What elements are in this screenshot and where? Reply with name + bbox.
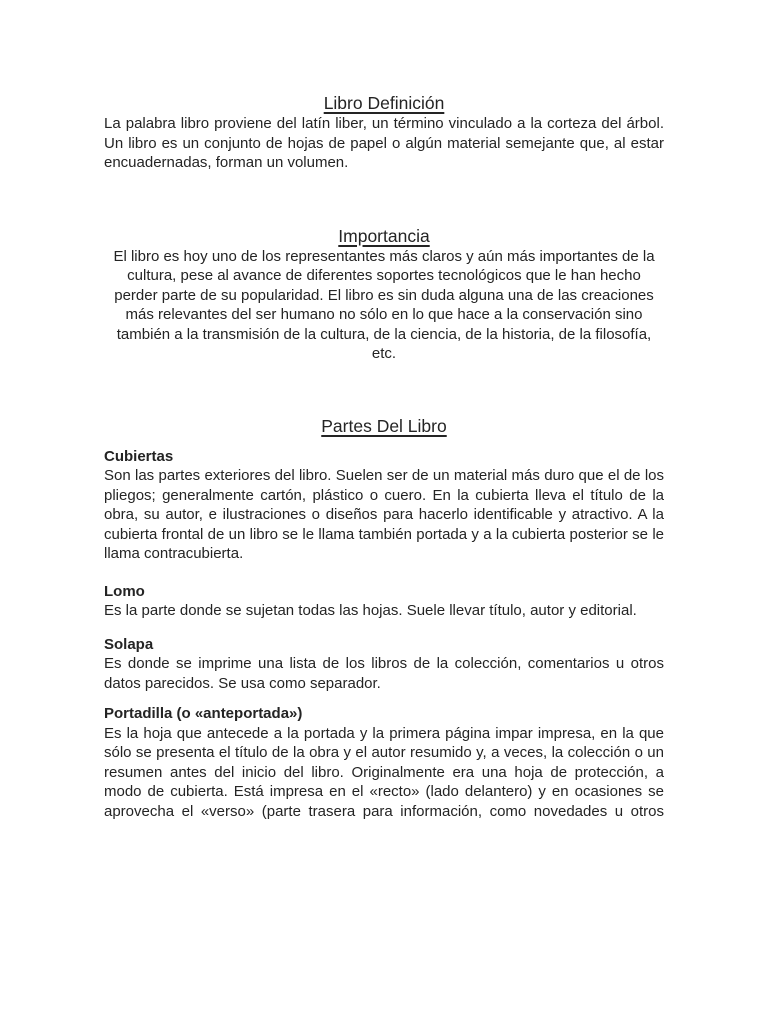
section-title-partes-del-libro bbox=[104, 415, 664, 437]
paragraph-solapa: Es donde se imprime una lista de los libros de la colección, comentarios u otros datos parecidos. Se usa como separador. bbox=[104, 655, 664, 692]
subheading-portadilla: Portadilla (o «anteportada») bbox=[104, 705, 303, 722]
paragraph-cubiertas: Son las partes exteriores del libro. Suelen ser de un material más duro que el de los pliegos; generalmente cartón, plástico o cuero. En la cubierta lleva el título de la obra, su autor, e ilustraciones o diseños para hacerlo identificable y atractivo. A la cubierta frontal de un libro se le llama también portada y a la cubierta posterior se le llama contracubierta. bbox=[104, 467, 664, 562]
section-title-libro-definicion bbox=[104, 92, 664, 114]
section-title-importancia bbox=[104, 225, 664, 247]
paragraph-importancia: El libro es hoy uno de los representantes más claros y aún más importantes de la cultura, pese al avance de diferentes soportes tecnológicos que le han hecho perder parte de su popularidad. El libro es sin duda alguna una de las creaciones más relevantes del ser humano no sólo en lo que hace a la conservación sino también a la transmisión de la cultura, de la ciencia, de la historia, de la filosofía, etc. bbox=[113, 247, 655, 362]
paragraph-definicion: La palabra libro proviene del latín liber, un término vinculado a la corteza del árbol. Un libro es un conjunto de hojas de papel o algún material semejante que, al estar encuadernadas, forman un volumen. bbox=[104, 115, 664, 171]
subheading-solapa: Solapa bbox=[104, 635, 154, 653]
section-title-libro-definicion-text: Libro Definición bbox=[323, 93, 445, 113]
section-title-partes-del-libro-text: Partes Del Libro bbox=[321, 415, 447, 436]
paragraph-lomo: Es la parte donde se sujetan todas las hojas. Suele llevar título, autor y editorial. bbox=[104, 602, 637, 619]
subheading-cubiertas: Cubiertas bbox=[104, 447, 174, 465]
section-title-importancia-text: Importancia bbox=[338, 225, 430, 246]
subheading-lomo: Lomo bbox=[104, 582, 145, 600]
paragraph-portadilla: Es la hoja que antecede a la portada y la primera página impar impresa, en la que sólo se presenta el título de la obra y el autor resumido y, a veces, la colección o un resumen antes del inicio del libro. Originalmente era una hoja de protección, a modo de cubierta. Está impresa en el «recto» (lado delantero) y en ocasiones se aprovecha el «verso» (parte trasera para información, como novedades u otros bbox=[104, 724, 664, 820]
